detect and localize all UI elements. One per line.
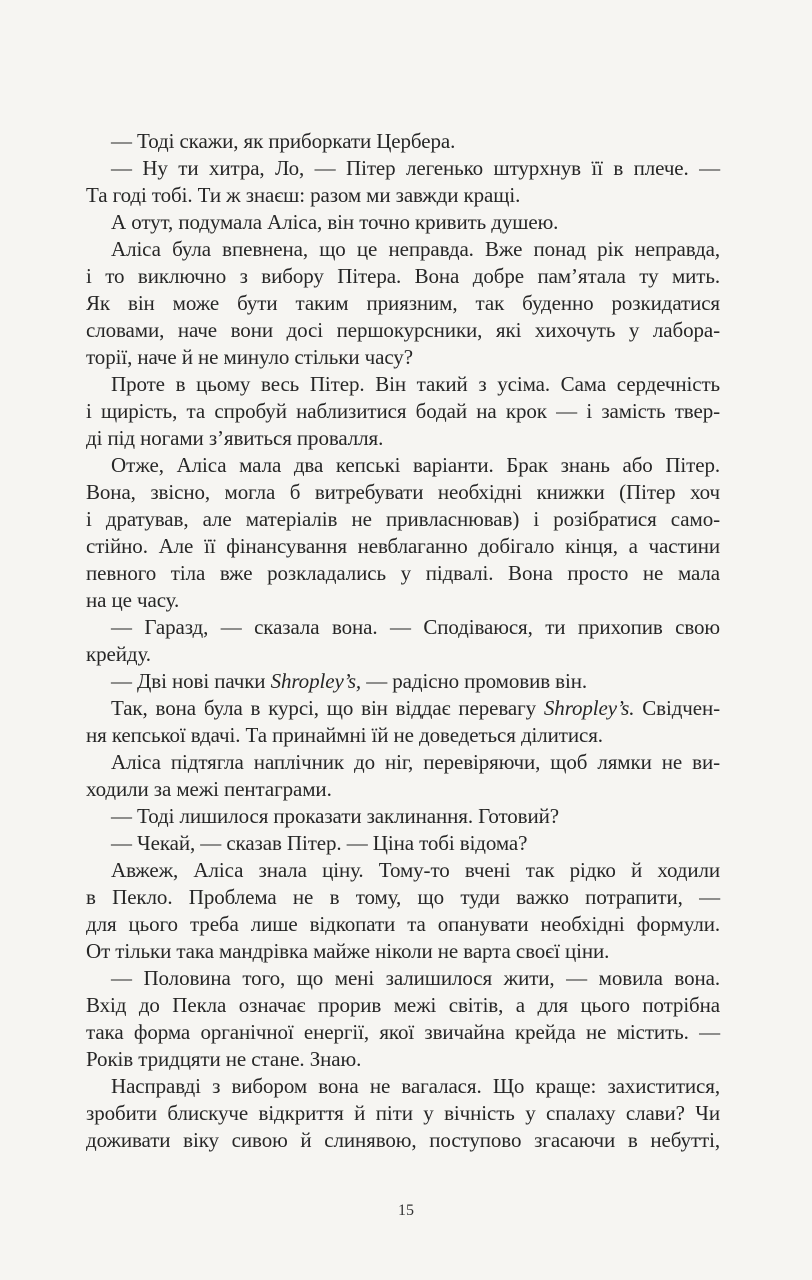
text-run: для цього треба лише відкопати та опанувати необхідні формули.	[86, 912, 720, 936]
text-run: ходили за межі пентаграми.	[86, 777, 332, 801]
text-run: Як він може бути таким приязним, так буденно розкидатися	[86, 291, 720, 315]
text-run: в Пекло. Проблема не в тому, що туди важко потрапити, —	[86, 885, 720, 909]
text-line	[86, 236, 720, 263]
text-run: і дратував, але матеріалів не привласнював) і розібратися само-	[86, 507, 720, 531]
text-run: ня кепської вдачі. Та принаймні їй не доведеться ділитися.	[86, 723, 603, 747]
text-run: — радісно промовив він.	[361, 669, 588, 693]
text-line	[86, 182, 720, 209]
text-run: ді під ногами з’явиться провалля.	[86, 426, 384, 450]
text-line	[86, 776, 720, 803]
text-line	[86, 965, 720, 992]
text-line	[86, 587, 720, 614]
text-run: Та годі тобі. Ти ж знаєш: разом ми завжди кращі.	[86, 183, 521, 207]
text-line	[86, 533, 720, 560]
text-line	[86, 209, 720, 236]
text-run: і то виключно з вибору Пітера. Вона добре пам’ятала ту мить.	[86, 264, 720, 288]
text-run: — Тоді скажи, як приборкати Цербера.	[111, 129, 456, 153]
text-line	[86, 290, 720, 317]
text-line	[86, 1019, 720, 1046]
text-run: доживати віку сивою й слинявою, поступово згасаючи в небутті,	[86, 1128, 720, 1152]
text-line	[86, 1073, 720, 1100]
text-line	[86, 830, 720, 857]
text-line	[86, 911, 720, 938]
text-run: словами, наче вони досі першокурсники, які хихочуть у лабора-	[86, 318, 720, 342]
text-run: Аліса була впевнена, що це неправда. Вже понад рік неправда,	[111, 237, 720, 261]
text-run: — Дві нові пачки	[111, 669, 271, 693]
text-run: Років тридцяти не стане. Знаю.	[86, 1047, 362, 1071]
text-run: От тільки така мандрівка майже ніколи не варта своєї ціни.	[86, 939, 610, 963]
page-number: 15	[398, 1202, 414, 1219]
text-run: — Чекай, — сказав Пітер. — Ціна тобі відома?	[111, 831, 528, 855]
text-run: Проте в цьому весь Пітер. Він такий з усіма. Сама сердечність	[111, 372, 720, 396]
text-run: така форма органічної енергії, якої звичайна крейда не містить. —	[86, 1020, 720, 1044]
text-run: і щирість, та спробуй наблизитися бодай на крок — і замість твер-	[86, 399, 720, 423]
text-line	[86, 857, 720, 884]
text-line	[86, 641, 720, 668]
text-run: — Половина того, що мені залишилося жити, — мовила вона.	[111, 966, 720, 990]
text-run: торії, наче й не минуло стільки часу?	[86, 345, 413, 369]
text-run: Свідчен-	[634, 696, 721, 720]
text-run: Насправді з вибором вона не вагалася. Що краще: захиститися,	[111, 1074, 720, 1098]
text-line	[86, 263, 720, 290]
text-line	[86, 344, 720, 371]
body-text	[86, 128, 720, 1154]
text-run: крейду.	[86, 642, 151, 666]
text-line	[86, 803, 720, 830]
text-line	[86, 992, 720, 1019]
text-line	[86, 371, 720, 398]
text-line	[86, 506, 720, 533]
text-run: Аліса підтягла наплічник до ніг, перевіряючи, щоб лямки не ви-	[111, 750, 720, 774]
text-run: — Ну ти хитра, Ло, — Пітер легенько штурхнув її в плече. —	[111, 156, 720, 180]
text-line	[86, 1100, 720, 1127]
text-line	[86, 398, 720, 425]
text-run: Вхід до Пекла означає прорив межі світів, а для цього потрібна	[86, 993, 720, 1017]
text-run: Так, вона була в курсі, що він віддає перевагу	[111, 696, 544, 720]
text-run: Вона, звісно, могла б витребувати необхідні книжки (Пітер хоч	[86, 480, 720, 504]
text-run: Авжеж, Аліса знала ціну. Тому-то вчені так рідко й ходили	[111, 858, 720, 882]
text-line	[86, 938, 720, 965]
text-run: певного тіла вже розкладались у підвалі. Вона просто не мала	[86, 561, 720, 585]
text-line	[86, 1127, 720, 1154]
text-run: Отже, Аліса мала два кепські варіанти. Брак знань або Пітер.	[111, 453, 720, 477]
text-line	[86, 614, 720, 641]
text-line	[86, 479, 720, 506]
text-line	[86, 317, 720, 344]
text-line	[86, 695, 720, 722]
text-line	[86, 722, 720, 749]
text-line	[86, 452, 720, 479]
italic-text: Shropley’s,	[270, 669, 362, 693]
text-line	[86, 749, 720, 776]
text-run: А отут, подумала Аліса, він точно кривить душею.	[111, 210, 559, 234]
italic-text: Shropley’s.	[543, 696, 635, 720]
text-run: стійно. Але її фінансування невблаганно добігало кінця, а частини	[86, 534, 720, 558]
text-run: — Гаразд, — сказала вона. — Сподіваюся, ти прихопив свою	[111, 615, 720, 639]
text-line	[86, 128, 720, 155]
text-line	[86, 1046, 720, 1073]
text-run: — Тоді лишилося проказати заклинання. Готовий?	[111, 804, 559, 828]
text-line	[86, 425, 720, 452]
text-run: зробити блискуче відкриття й піти у вічність у спалаху слави? Чи	[86, 1101, 720, 1125]
text-line	[86, 884, 720, 911]
text-run: на це часу.	[86, 588, 180, 612]
text-line	[86, 668, 720, 695]
text-line	[86, 155, 720, 182]
text-line	[86, 560, 720, 587]
